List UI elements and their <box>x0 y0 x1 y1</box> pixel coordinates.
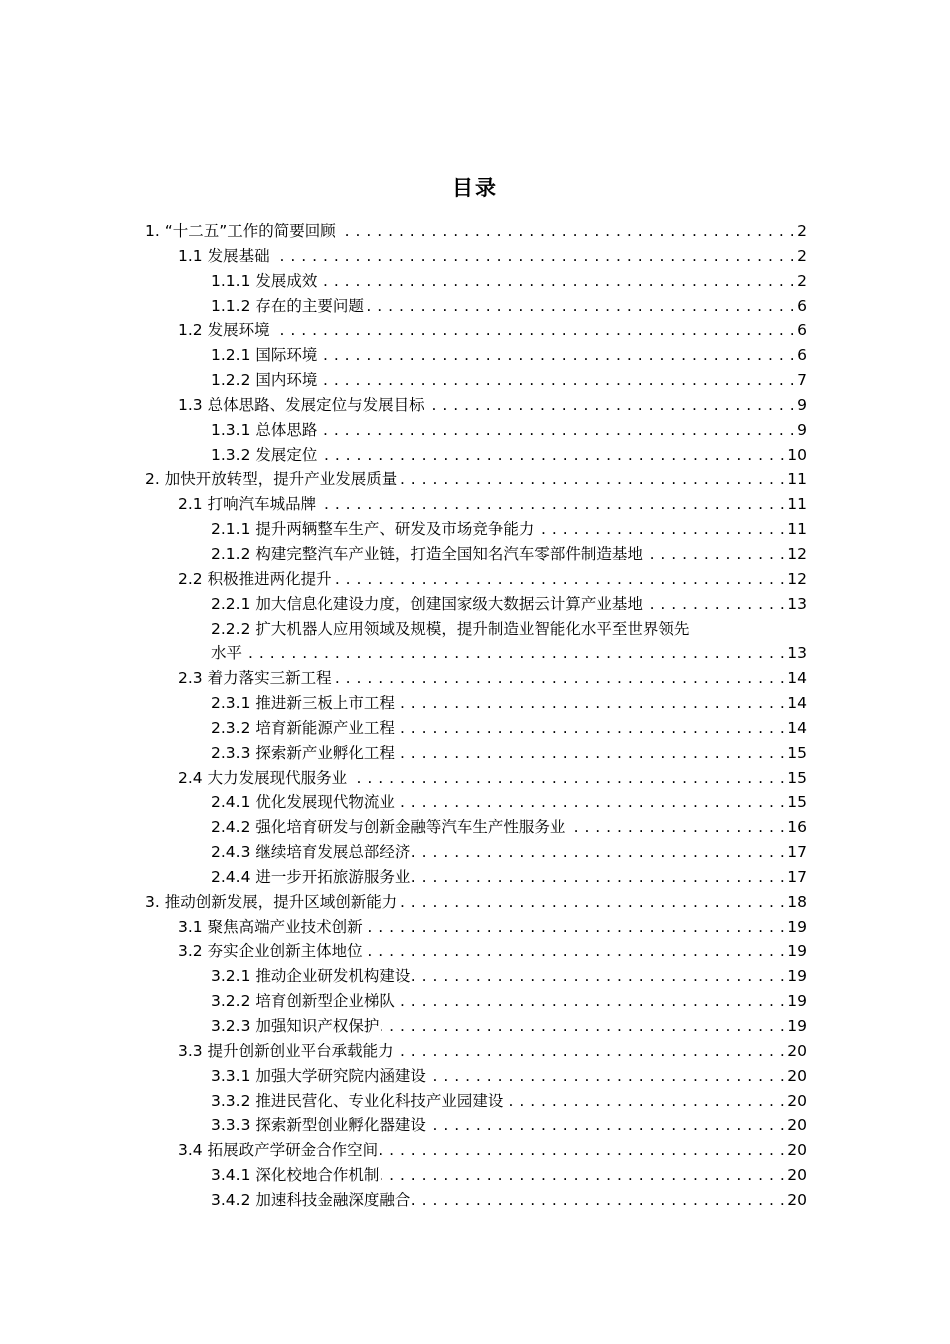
toc-entry-page-number: 6 <box>797 321 807 340</box>
toc-entry-page-number: 14 <box>787 694 807 713</box>
toc-entry-page-number: 10 <box>787 445 807 464</box>
toc-entry-label: 1.3 总体思路、发展定位与发展目标 <box>178 393 425 418</box>
dot-leader <box>397 741 785 766</box>
toc-entry-label: 1.3.2 发展定位 <box>211 443 317 468</box>
toc-entry[interactable] <box>0 443 950 468</box>
dot-leader <box>412 1188 785 1213</box>
toc-entry-label: 1.2.2 国内环境 <box>211 368 317 393</box>
toc-entry-label: 1. “十二五”工作的简要回顾 <box>145 219 336 244</box>
toc-entry[interactable] <box>0 1014 950 1039</box>
dot-leader <box>397 790 785 815</box>
toc-entry[interactable] <box>0 517 950 542</box>
toc-entry-label: 2.1 打响汽车城品牌 <box>178 492 316 517</box>
toc-entry-page-number: 20 <box>787 1190 807 1209</box>
dot-leader <box>334 666 786 691</box>
toc-entry[interactable] <box>0 1039 950 1064</box>
toc-entry-page-number: 17 <box>787 843 807 862</box>
toc-entry-label: 2.4.3 继续培育发展总部经济 <box>211 840 410 865</box>
toc-entry-page-number: 19 <box>787 1017 807 1035</box>
dot-leader <box>365 939 786 964</box>
toc-entry-page-number: 20 <box>787 1091 807 1110</box>
toc-entry-page-number: 13 <box>787 594 807 613</box>
toc-entry[interactable] <box>0 294 950 319</box>
toc-entry[interactable] <box>0 790 950 815</box>
toc-entry-label: 2.2 积极推进两化提升 <box>178 567 332 592</box>
toc-entry-label: 2.2.2 扩大机器人应用领域及规模，提升制造业智能化水平至世界领先 <box>211 617 689 642</box>
dot-leader <box>272 318 796 343</box>
dot-leader <box>366 294 795 319</box>
toc-entry-label: 2.4.1 优化发展现代物流业 <box>211 790 395 815</box>
dot-leader <box>427 393 796 418</box>
toc-entry-page-number: 9 <box>797 395 807 414</box>
toc-entry-label: 1.2 发展环境 <box>178 318 270 343</box>
toc-entry-label: 1.1.2 存在的主要问题 <box>211 294 364 319</box>
toc-entry-page-number: 20 <box>787 1141 807 1160</box>
toc-entry-label: 2.4.4 进一步开拓旅游服务业 <box>211 865 410 890</box>
toc-entry-label: 2.4.2 强化培育研发与创新金融等汽车生产性服务业 <box>211 815 565 840</box>
toc-entry[interactable] <box>0 865 950 890</box>
toc-entry-label: 2.4 大力发展现代服务业 <box>178 766 347 791</box>
dot-leader <box>380 1138 785 1163</box>
dot-leader <box>381 1163 785 1188</box>
toc-entry[interactable] <box>0 368 950 393</box>
toc-entry[interactable] <box>0 766 950 791</box>
dot-leader <box>396 1039 786 1064</box>
toc-entry[interactable] <box>0 1138 950 1163</box>
toc-entry-label: 3.3.2 推进民营化、专业化科技产业园建设 <box>211 1089 503 1114</box>
toc-entry[interactable] <box>0 592 950 617</box>
dot-leader <box>536 517 785 542</box>
toc-entry[interactable] <box>0 964 950 989</box>
dot-leader <box>397 691 785 716</box>
toc-entry-label: 2. 加快开放转型，提升产业发展质量 <box>145 467 397 492</box>
toc-entry-label: 1.3.1 总体思路 <box>211 418 317 443</box>
toc-entry[interactable] <box>0 939 950 964</box>
toc-entry-label: 水平 <box>211 641 242 666</box>
toc-entry-label: 3.2.2 培育创新型企业梯队 <box>211 989 395 1014</box>
toc-entry-page-number: 20 <box>787 1116 807 1135</box>
toc-entry[interactable] <box>0 1113 950 1138</box>
toc-entry-label: 3. 推动创新发展，提升区域创新能力 <box>145 890 397 915</box>
toc-entry-label: 3.3.1 加强大学研究院内涵建设 <box>211 1064 426 1089</box>
toc-entry[interactable] <box>0 840 950 865</box>
dot-leader <box>334 567 786 592</box>
dot-leader <box>399 467 785 492</box>
toc-entry[interactable] <box>0 1064 950 1089</box>
toc-entry-page-number: 12 <box>787 569 807 588</box>
toc-entry-page-number: 11 <box>787 470 807 489</box>
toc-entry-page-number: 2 <box>797 271 807 290</box>
toc-entry-label: 3.1 聚焦高端产业技术创新 <box>178 915 363 940</box>
toc-entry-page-number: 20 <box>787 1166 807 1185</box>
toc-entry[interactable] <box>0 567 950 592</box>
toc-entry-label: 1.1.1 发展成效 <box>211 269 317 294</box>
dot-leader <box>349 766 785 791</box>
dot-leader <box>567 815 785 840</box>
toc-entry-label: 1.1 发展基础 <box>178 244 270 269</box>
toc-entry[interactable] <box>0 617 950 642</box>
toc-entry-label: 2.3.1 推进新三板上市工程 <box>211 691 395 716</box>
toc-entry[interactable] <box>0 666 950 691</box>
dot-leader <box>365 915 786 940</box>
toc-entry-label: 3.4.1 深化校地合作机制 <box>211 1163 379 1188</box>
toc-entry-page-number: 19 <box>787 967 807 986</box>
dot-leader <box>381 1014 785 1039</box>
toc-entry-label: 1.2.1 国际环境 <box>211 343 317 368</box>
toc-entry-page-number: 18 <box>787 892 807 911</box>
toc-entry-page-number: 17 <box>787 867 807 886</box>
table-of-contents <box>0 219 950 1213</box>
toc-entry-page-number: 15 <box>787 768 807 787</box>
toc-entry[interactable] <box>0 269 950 294</box>
toc-entry-page-number: 2 <box>797 246 807 265</box>
dot-leader <box>412 865 785 890</box>
dot-leader <box>319 368 795 393</box>
toc-entry[interactable] <box>0 542 950 567</box>
toc-entry[interactable] <box>0 1188 950 1213</box>
dot-leader <box>319 343 795 368</box>
dot-leader <box>319 269 795 294</box>
dot-leader <box>645 542 785 567</box>
toc-entry[interactable] <box>0 815 950 840</box>
toc-entry-page-number: 15 <box>787 743 807 762</box>
dot-leader <box>319 443 785 468</box>
toc-entry[interactable] <box>0 418 950 443</box>
dot-leader <box>272 244 796 269</box>
toc-entry[interactable] <box>0 890 950 915</box>
toc-entry[interactable] <box>0 318 950 343</box>
toc-entry[interactable] <box>0 467 950 492</box>
toc-entry-label: 3.2.1 推动企业研发机构建设 <box>211 964 410 989</box>
toc-entry-page-number: 11 <box>787 520 807 539</box>
toc-entry-page-number: 7 <box>797 371 807 390</box>
toc-entry-label: 3.3.3 探索新型创业孵化器建设 <box>211 1113 426 1138</box>
toc-entry[interactable] <box>0 1089 950 1114</box>
toc-entry[interactable] <box>0 691 950 716</box>
toc-entry[interactable] <box>0 989 950 1014</box>
toc-entry-page-number: 19 <box>787 917 807 936</box>
toc-entry-label: 3.2.3 加强知识产权保护 <box>211 1014 379 1039</box>
toc-entry[interactable] <box>0 393 950 418</box>
toc-entry[interactable] <box>0 343 950 368</box>
dot-leader <box>645 592 785 617</box>
toc-entry-page-number: 19 <box>787 942 807 961</box>
toc-entry-label: 3.3 提升创新创业平台承载能力 <box>178 1039 394 1064</box>
dot-leader <box>319 418 795 443</box>
dot-leader <box>428 1064 785 1089</box>
toc-entry-page-number: 6 <box>797 296 807 315</box>
toc-entry-page-number: 20 <box>787 1041 807 1060</box>
toc-entry-label: 2.3.2 培育新能源产业工程 <box>211 716 395 741</box>
dot-leader <box>397 716 785 741</box>
toc-entry-page-number: 9 <box>797 420 807 439</box>
dot-leader <box>338 219 795 244</box>
toc-entry-label: 3.2 夯实企业创新主体地位 <box>178 939 363 964</box>
toc-entry-page-number: 20 <box>787 1066 807 1085</box>
toc-entry-page-number: 14 <box>787 669 807 688</box>
toc-entry-page-number: 19 <box>787 992 807 1011</box>
toc-entry-label: 3.4 拓展政产学研金合作空间 <box>178 1138 378 1163</box>
toc-entry[interactable] <box>0 716 950 741</box>
toc-entry[interactable] <box>0 741 950 766</box>
toc-entry-page-number: 12 <box>787 544 807 563</box>
toc-entry-page-number: 16 <box>787 818 807 837</box>
toc-entry-page-number: 2 <box>797 222 807 240</box>
toc-entry-page-number: 14 <box>787 718 807 737</box>
toc-entry-label: 2.3 着力落实三新工程 <box>178 666 332 691</box>
dot-leader <box>412 840 785 865</box>
toc-entry-label: 2.3.3 探索新产业孵化工程 <box>211 741 395 766</box>
toc-entry[interactable] <box>0 244 950 269</box>
toc-entry-label: 3.4.2 加速科技金融深度融合 <box>211 1188 410 1213</box>
toc-entry[interactable] <box>0 641 950 666</box>
toc-title: 目录 <box>452 176 498 200</box>
toc-entry-label: 2.1.1 提升两辆整车生产、研发及市场竞争能力 <box>211 517 534 542</box>
dot-leader <box>318 492 785 517</box>
toc-entry-label: 2.1.2 构建完整汽车产业链，打造全国知名汽车零部件制造基地 <box>211 542 643 567</box>
toc-entry-page-number: 15 <box>787 793 807 812</box>
dot-leader <box>399 890 785 915</box>
toc-entry[interactable] <box>0 219 950 244</box>
toc-entry-page-number: 6 <box>797 346 807 365</box>
dot-leader <box>505 1089 785 1114</box>
toc-entry[interactable] <box>0 915 950 940</box>
dot-leader <box>428 1113 785 1138</box>
toc-entry[interactable] <box>0 492 950 517</box>
dot-leader <box>244 641 785 666</box>
toc-entry-page-number: 13 <box>787 644 807 663</box>
toc-entry[interactable] <box>0 1163 950 1188</box>
dot-leader <box>412 964 785 989</box>
toc-entry-label: 2.2.1 加大信息化建设力度，创建国家级大数据云计算产业基地 <box>211 592 643 617</box>
dot-leader <box>397 989 785 1014</box>
toc-entry-page-number: 11 <box>787 495 807 514</box>
